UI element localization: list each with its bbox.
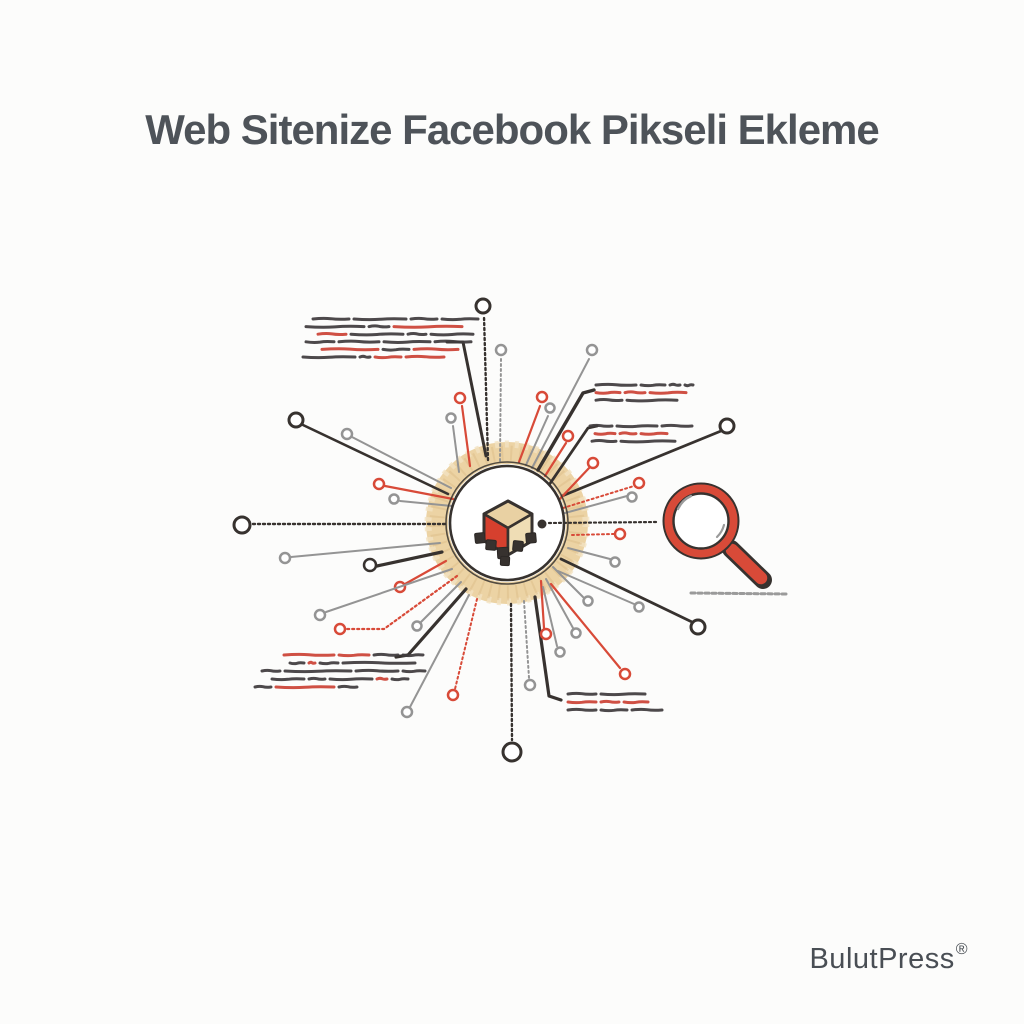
spoke-endpoint-circle <box>563 431 573 441</box>
spoke-line <box>326 569 452 612</box>
notes-bottom-left <box>255 654 425 687</box>
spoke-line <box>561 559 692 622</box>
spoke-endpoint-circle <box>720 419 734 433</box>
scribble-text-line <box>641 385 665 386</box>
scribble-text-line <box>339 686 357 687</box>
spoke-endpoint-circle <box>496 345 506 355</box>
spoke-endpoint-circle <box>691 620 705 634</box>
spoke-endpoint-circle <box>541 629 551 639</box>
spoke-endpoint-circle <box>537 392 547 402</box>
scribble-text-line <box>596 400 622 401</box>
spoke-line <box>410 595 469 707</box>
spoke-endpoint-circle <box>611 558 620 567</box>
scribble-text-line <box>403 655 423 656</box>
scribble-text-line <box>617 426 657 427</box>
spoke-endpoint-circle <box>315 610 325 620</box>
spoke-line <box>511 604 512 740</box>
scribble-text-line <box>624 702 648 703</box>
spoke-endpoint-circle <box>620 669 630 679</box>
spoke-endpoint-circle <box>588 458 598 468</box>
scribble-text-line <box>568 702 596 703</box>
scribble-text-line <box>354 319 406 320</box>
scribble-text-line <box>255 686 271 687</box>
scribble-text-line <box>403 671 425 672</box>
scribble-text-line <box>351 334 403 335</box>
scribble-text-line <box>377 678 387 679</box>
spoke-line <box>291 543 440 557</box>
scribble-text-line <box>383 349 409 350</box>
spoke-endpoint-circle <box>364 559 376 571</box>
spoke-endpoint-circle <box>503 743 521 761</box>
scribble-text-line <box>685 385 693 386</box>
spoke-line <box>524 601 529 678</box>
spoke-endpoint-circle <box>402 707 412 717</box>
scribble-text-line <box>568 709 596 710</box>
scribble-text-line <box>408 334 426 335</box>
spoke-endpoint-circle <box>280 553 290 563</box>
scribble-text-line <box>320 663 338 664</box>
scribble-text-line <box>313 318 349 319</box>
scribble-text-line <box>306 342 334 343</box>
notes-top-left <box>303 318 478 357</box>
notes-bottom-right <box>568 693 662 710</box>
data-cube-dot <box>486 540 497 551</box>
pointer-dot <box>538 520 547 529</box>
spoke-endpoint-circle <box>587 345 597 355</box>
spoke-line <box>396 589 466 657</box>
spoke-endpoint-circle <box>556 648 565 657</box>
scribble-text-line <box>662 425 692 426</box>
spoke-endpoint-circle <box>413 622 422 631</box>
spoke-endpoint-circle <box>572 629 581 638</box>
registered-mark: ® <box>955 941 968 958</box>
scribble-text-line <box>272 679 304 680</box>
spoke-endpoint-circle <box>455 393 465 403</box>
scribble-text-line <box>590 425 612 426</box>
notes-right-middle <box>590 425 692 442</box>
scribble-text-line <box>339 341 379 342</box>
scribble-text-line <box>369 326 389 327</box>
scribble-text-line <box>262 670 280 671</box>
scribble-text-line <box>596 384 636 385</box>
scribble-text-line <box>306 326 364 327</box>
scribble-text-line <box>290 663 304 664</box>
scribble-text-line <box>330 679 372 680</box>
magnifier-shadow <box>691 593 788 594</box>
scribble-text-line <box>632 709 662 710</box>
scribble-text-line <box>595 433 615 434</box>
spoke-endpoint-circle <box>448 690 458 700</box>
spoke-line <box>572 534 614 535</box>
spoke-line <box>352 437 451 488</box>
scribble-text-line <box>431 334 473 335</box>
scribble-text-line <box>318 334 346 335</box>
scribble-text-line <box>414 349 458 350</box>
scribble-text-line <box>339 655 369 656</box>
scribble-text-line <box>343 662 415 663</box>
data-cube-dot <box>513 541 524 552</box>
scribble-text-line <box>435 341 471 342</box>
spoke-endpoint-circle <box>546 404 555 413</box>
scribble-text-line <box>670 384 680 385</box>
scribble-text-line <box>568 693 596 694</box>
scribble-text-line <box>596 392 620 393</box>
scribble-text-line <box>392 679 408 680</box>
scribble-text-line <box>284 654 334 655</box>
spoke-endpoint-circle <box>628 493 637 502</box>
data-cube-dot <box>500 556 509 565</box>
spoke-endpoint-circle <box>615 529 625 539</box>
spoke-endpoint-circle <box>234 517 250 533</box>
spoke-line <box>455 599 477 689</box>
data-cube-dot <box>526 533 537 544</box>
scribble-text-line <box>411 318 437 319</box>
scribble-text-line <box>285 671 351 672</box>
spoke-endpoint-circle <box>289 413 303 427</box>
scribble-text-line <box>625 392 645 393</box>
spoke-endpoint-circle <box>342 429 352 439</box>
spoke-endpoint-circle <box>374 479 384 489</box>
scribble-text-line <box>592 441 616 442</box>
page-title: Web Sitenize Facebook Pikseli Ekleme <box>145 106 879 153</box>
spoke-endpoint-circle <box>335 624 345 634</box>
scribble-text-line <box>360 356 370 357</box>
scribble-text-line <box>601 701 619 702</box>
scribble-text-line <box>394 326 462 327</box>
scribble-text-line <box>406 356 444 357</box>
brand-logo <box>809 941 968 976</box>
scribble-text-line <box>276 687 334 688</box>
spoke-endpoint-circle <box>447 414 456 423</box>
scribble-text-line <box>356 670 398 671</box>
scribble-text-line <box>374 654 398 655</box>
spoke-endpoint-circle <box>390 495 399 504</box>
spoke-line <box>484 316 488 460</box>
spoke-endpoint-circle <box>635 603 644 612</box>
notes-right-upper <box>596 384 693 401</box>
scribble-text-line <box>650 392 686 393</box>
spoke-endpoint-circle <box>634 478 644 488</box>
magnifier-icon <box>664 484 788 594</box>
scribble-text-line <box>309 678 325 679</box>
scribble-text-line <box>322 349 378 350</box>
scribble-text-line <box>384 342 430 343</box>
spoke-endpoint-circle <box>525 680 535 690</box>
scribble-text-line <box>309 662 315 663</box>
scribble-text-line <box>601 710 627 711</box>
scribble-text-line <box>303 357 355 358</box>
spoke-line <box>500 359 501 461</box>
scribble-text-line <box>621 441 675 442</box>
pointer-dotted-line <box>549 522 658 523</box>
brand-name: BulutPress <box>809 943 955 975</box>
scribble-text-line <box>375 357 401 358</box>
spoke-line <box>377 552 442 566</box>
scribble-text-line <box>442 319 478 320</box>
spoke-endpoint-circle <box>476 299 490 313</box>
scribble-text-line <box>627 400 677 401</box>
scribble-text-line <box>641 433 667 434</box>
scribble-text-line <box>601 694 645 695</box>
scribble-text-line <box>620 433 636 434</box>
spoke-endpoint-circle <box>584 597 593 606</box>
data-cube-dot <box>475 533 486 544</box>
